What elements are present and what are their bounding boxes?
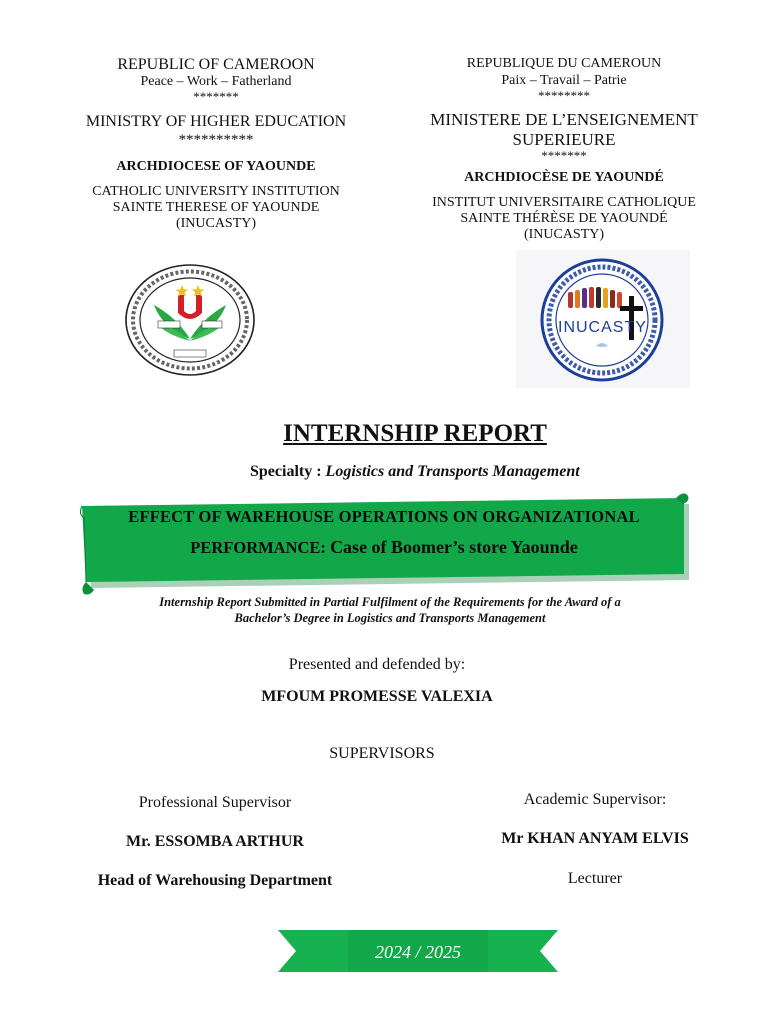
topic-line1: EFFECT OF WAREHOUSE OPERATIONS ON ORGANIZATIONAL xyxy=(128,507,640,526)
inucasty-logo-text: INUCASTY xyxy=(558,319,647,336)
topic-line2-a: PERFORMANCE: xyxy=(190,538,331,557)
university-of-yaounde-ii-seal-icon xyxy=(122,261,258,379)
ministry-en: MINISTRY OF HIGHER EDUCATION xyxy=(85,113,347,131)
left-header xyxy=(55,56,377,232)
right-header xyxy=(400,56,728,244)
academic-supervisor-role: Lecturer xyxy=(567,870,623,887)
presenter-name: MFOUM PROMESSE VALEXIA xyxy=(261,688,493,705)
presented-label: Presented and defended by: xyxy=(288,656,466,673)
submission-statement xyxy=(110,595,670,626)
professional-supervisor-label: Professional Supervisor xyxy=(138,794,292,811)
professional-supervisor-role: Head of Warehousing Department xyxy=(97,872,333,889)
specialty-value: Logistics and Transports Management xyxy=(325,463,580,480)
submission-line2: Bachelor’s Degree in Logistics and Transports Management xyxy=(234,610,546,625)
motto-en: Peace – Work – Fatherland xyxy=(140,74,292,90)
stars-separator: ******** xyxy=(538,88,590,104)
institution-fr-line2: SAINTE THÉRÈSE DE YAOUNDÉ xyxy=(460,211,668,227)
stars-separator: ******* xyxy=(193,89,239,105)
topic-line2 xyxy=(84,537,684,558)
stars-separator: ******* xyxy=(541,148,587,164)
report-title: INTERNSHIP REPORT xyxy=(283,420,547,447)
academic-year: 2024 / 2025 xyxy=(374,942,461,962)
stars-separator: ********** xyxy=(178,131,254,148)
institution-en-line3: (INUCASTY) xyxy=(175,216,257,232)
submission-line1: Internship Report Submitted in Partial Fulfilment of the Requirements for the Award of a xyxy=(159,595,621,609)
topic-text xyxy=(84,507,684,558)
archdiocese-fr: ARCHDIOCÈSE DE YAOUNDÉ xyxy=(464,170,664,186)
specialty-line xyxy=(250,463,580,481)
institution-en-line2: SAINTE THERESE OF YAOUNDE xyxy=(112,200,320,216)
topic-line2-b: Case of Boomer’s store Yaounde xyxy=(330,537,578,557)
specialty-label: Specialty : xyxy=(250,463,326,480)
institution-fr-line3: (INUCASTY) xyxy=(523,227,605,243)
institution-en-line1: CATHOLIC UNIVERSITY INSTITUTION xyxy=(92,184,340,200)
motto-fr: Paix – Travail – Patrie xyxy=(501,73,627,89)
academic-supervisor-label: Academic Supervisor: xyxy=(523,791,667,808)
ministry-fr-line2: SUPERIEURE xyxy=(512,129,616,149)
ministry-fr-line1: MINISTERE DE L’ENSEIGNEMENT xyxy=(430,110,698,130)
country-en: REPUBLIC OF CAMEROON xyxy=(117,56,315,73)
country-fr: REPUBLIQUE DU CAMEROUN xyxy=(466,56,662,71)
institution-fr-line1: INSTITUT UNIVERSITAIRE CATHOLIQUE xyxy=(432,195,696,211)
academic-supervisor-name: Mr KHAN ANYAM ELVIS xyxy=(501,830,689,847)
archdiocese-en: ARCHDIOCESE OF YAOUNDE xyxy=(116,159,316,175)
professional-supervisor-name: Mr. ESSOMBA ARTHUR xyxy=(126,833,304,850)
supervisors-heading: SUPERVISORS xyxy=(329,745,435,762)
